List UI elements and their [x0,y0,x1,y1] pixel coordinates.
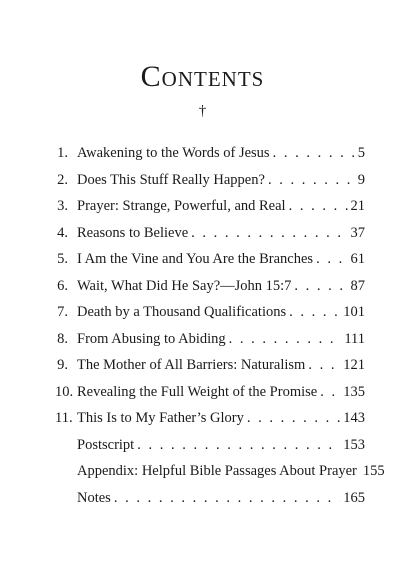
dot-leader [320,381,340,403]
toc-entry-number: 9. [57,357,68,373]
toc-entry-line [77,328,365,350]
toc-entry-page-number: 111 [344,330,365,347]
dot-leader [229,328,342,350]
toc-entry-page-number: 153 [343,436,365,453]
toc-entry-line [77,487,365,509]
toc-entry-page-number: 5 [357,145,365,161]
toc-entry-page-number: 37 [350,224,365,241]
toc-entry-title: Does This Stuff Really Happen? [77,171,265,188]
dot-leader [316,248,347,270]
toc-entry-page-number: 121 [343,357,365,373]
dot-leader [289,195,348,217]
toc-entry-title: Death by a Thousand Qualifications [77,304,287,320]
toc-entry-number: 1. [57,145,68,161]
toc-entry-line [77,381,365,403]
toc-entry [55,460,385,482]
toc-entry [55,328,365,350]
toc-entry-page-number: 165 [343,489,365,506]
toc-entry-line [77,407,365,429]
dot-leader [289,301,340,323]
toc-entry-line [77,248,365,270]
toc-entry-title: Prayer: Strange, Powerful, and Real [77,198,286,214]
toc-entry-line [77,460,385,482]
toc-entry-number: 5. [57,251,68,267]
toc-entry-title: Appendix: Helpful Bible Passages About Prayer [77,463,357,479]
dot-leader [294,275,347,297]
toc-entry-title: The Mother of All Barriers: Naturalism [77,357,306,373]
toc-entry [55,381,365,403]
toc-entry-line [77,434,365,456]
toc-entry-title: Notes [77,489,111,506]
toc-entry-page-number: 143 [343,410,365,426]
toc-entry-page-number: 101 [343,304,365,320]
toc-entry [55,487,365,509]
toc-entry-page-number: 61 [350,251,365,267]
toc-entry-title: This Is to My Father’s Glory [77,410,244,426]
dot-leader [268,169,355,191]
toc-entry-line [77,142,365,164]
toc-entry-number: 8. [57,330,68,347]
toc-entry-title: Postscript [77,436,135,453]
toc-entry [55,301,365,323]
dagger-ornament: † [198,103,207,119]
toc-entry-number: 10. [55,383,74,400]
toc-entry-title: Reasons to Believe [77,224,189,241]
toc-entry [55,142,365,164]
toc-entry-line [77,195,365,217]
page-title: Contents [140,60,265,93]
toc-entry [55,222,365,244]
toc-entry-line [77,169,365,191]
toc-entry-title: Revealing the Full Weight of the Promise [77,383,318,400]
toc-entry [55,248,365,270]
dot-leader [191,222,347,244]
toc-entry-number: 6. [57,277,68,294]
dot-leader [137,434,340,456]
toc-entry-page-number: 87 [350,277,365,294]
toc-entry-line [77,354,365,376]
toc-entry [55,195,365,217]
toc-entry-line [77,222,365,244]
toc-entry-page-number: 135 [343,383,365,400]
toc-entry-title: From Abusing to Abiding [77,330,226,347]
toc-entry-page-number: 155 [362,463,385,479]
toc-entry-page-number: 9 [357,171,365,188]
toc-entry-number: 2. [57,171,68,188]
toc-entry-number: 4. [57,224,68,241]
toc-entry [55,169,365,191]
dot-leader [247,407,340,429]
toc-entry [55,275,365,297]
toc-entry [55,354,365,376]
toc-entry-title: I Am the Vine and You Are the Branches [77,251,314,267]
toc-entry-number: 3. [57,198,68,214]
dot-leader [114,487,340,509]
dot-leader [308,354,340,376]
toc-entry-line [77,275,365,297]
toc-entry [55,407,365,429]
toc-entry-title: Awakening to the Words of Jesus [77,145,270,161]
toc-entry-number: 11. [55,410,73,426]
toc-entry-number: 7. [57,304,68,320]
toc-entry-page-number: 21 [350,198,365,214]
dot-leader [273,142,355,164]
toc-entry [55,434,365,456]
toc-entry-line [77,301,365,323]
toc-entry-title: Wait, What Did He Say?—John 15:7 [77,277,292,294]
